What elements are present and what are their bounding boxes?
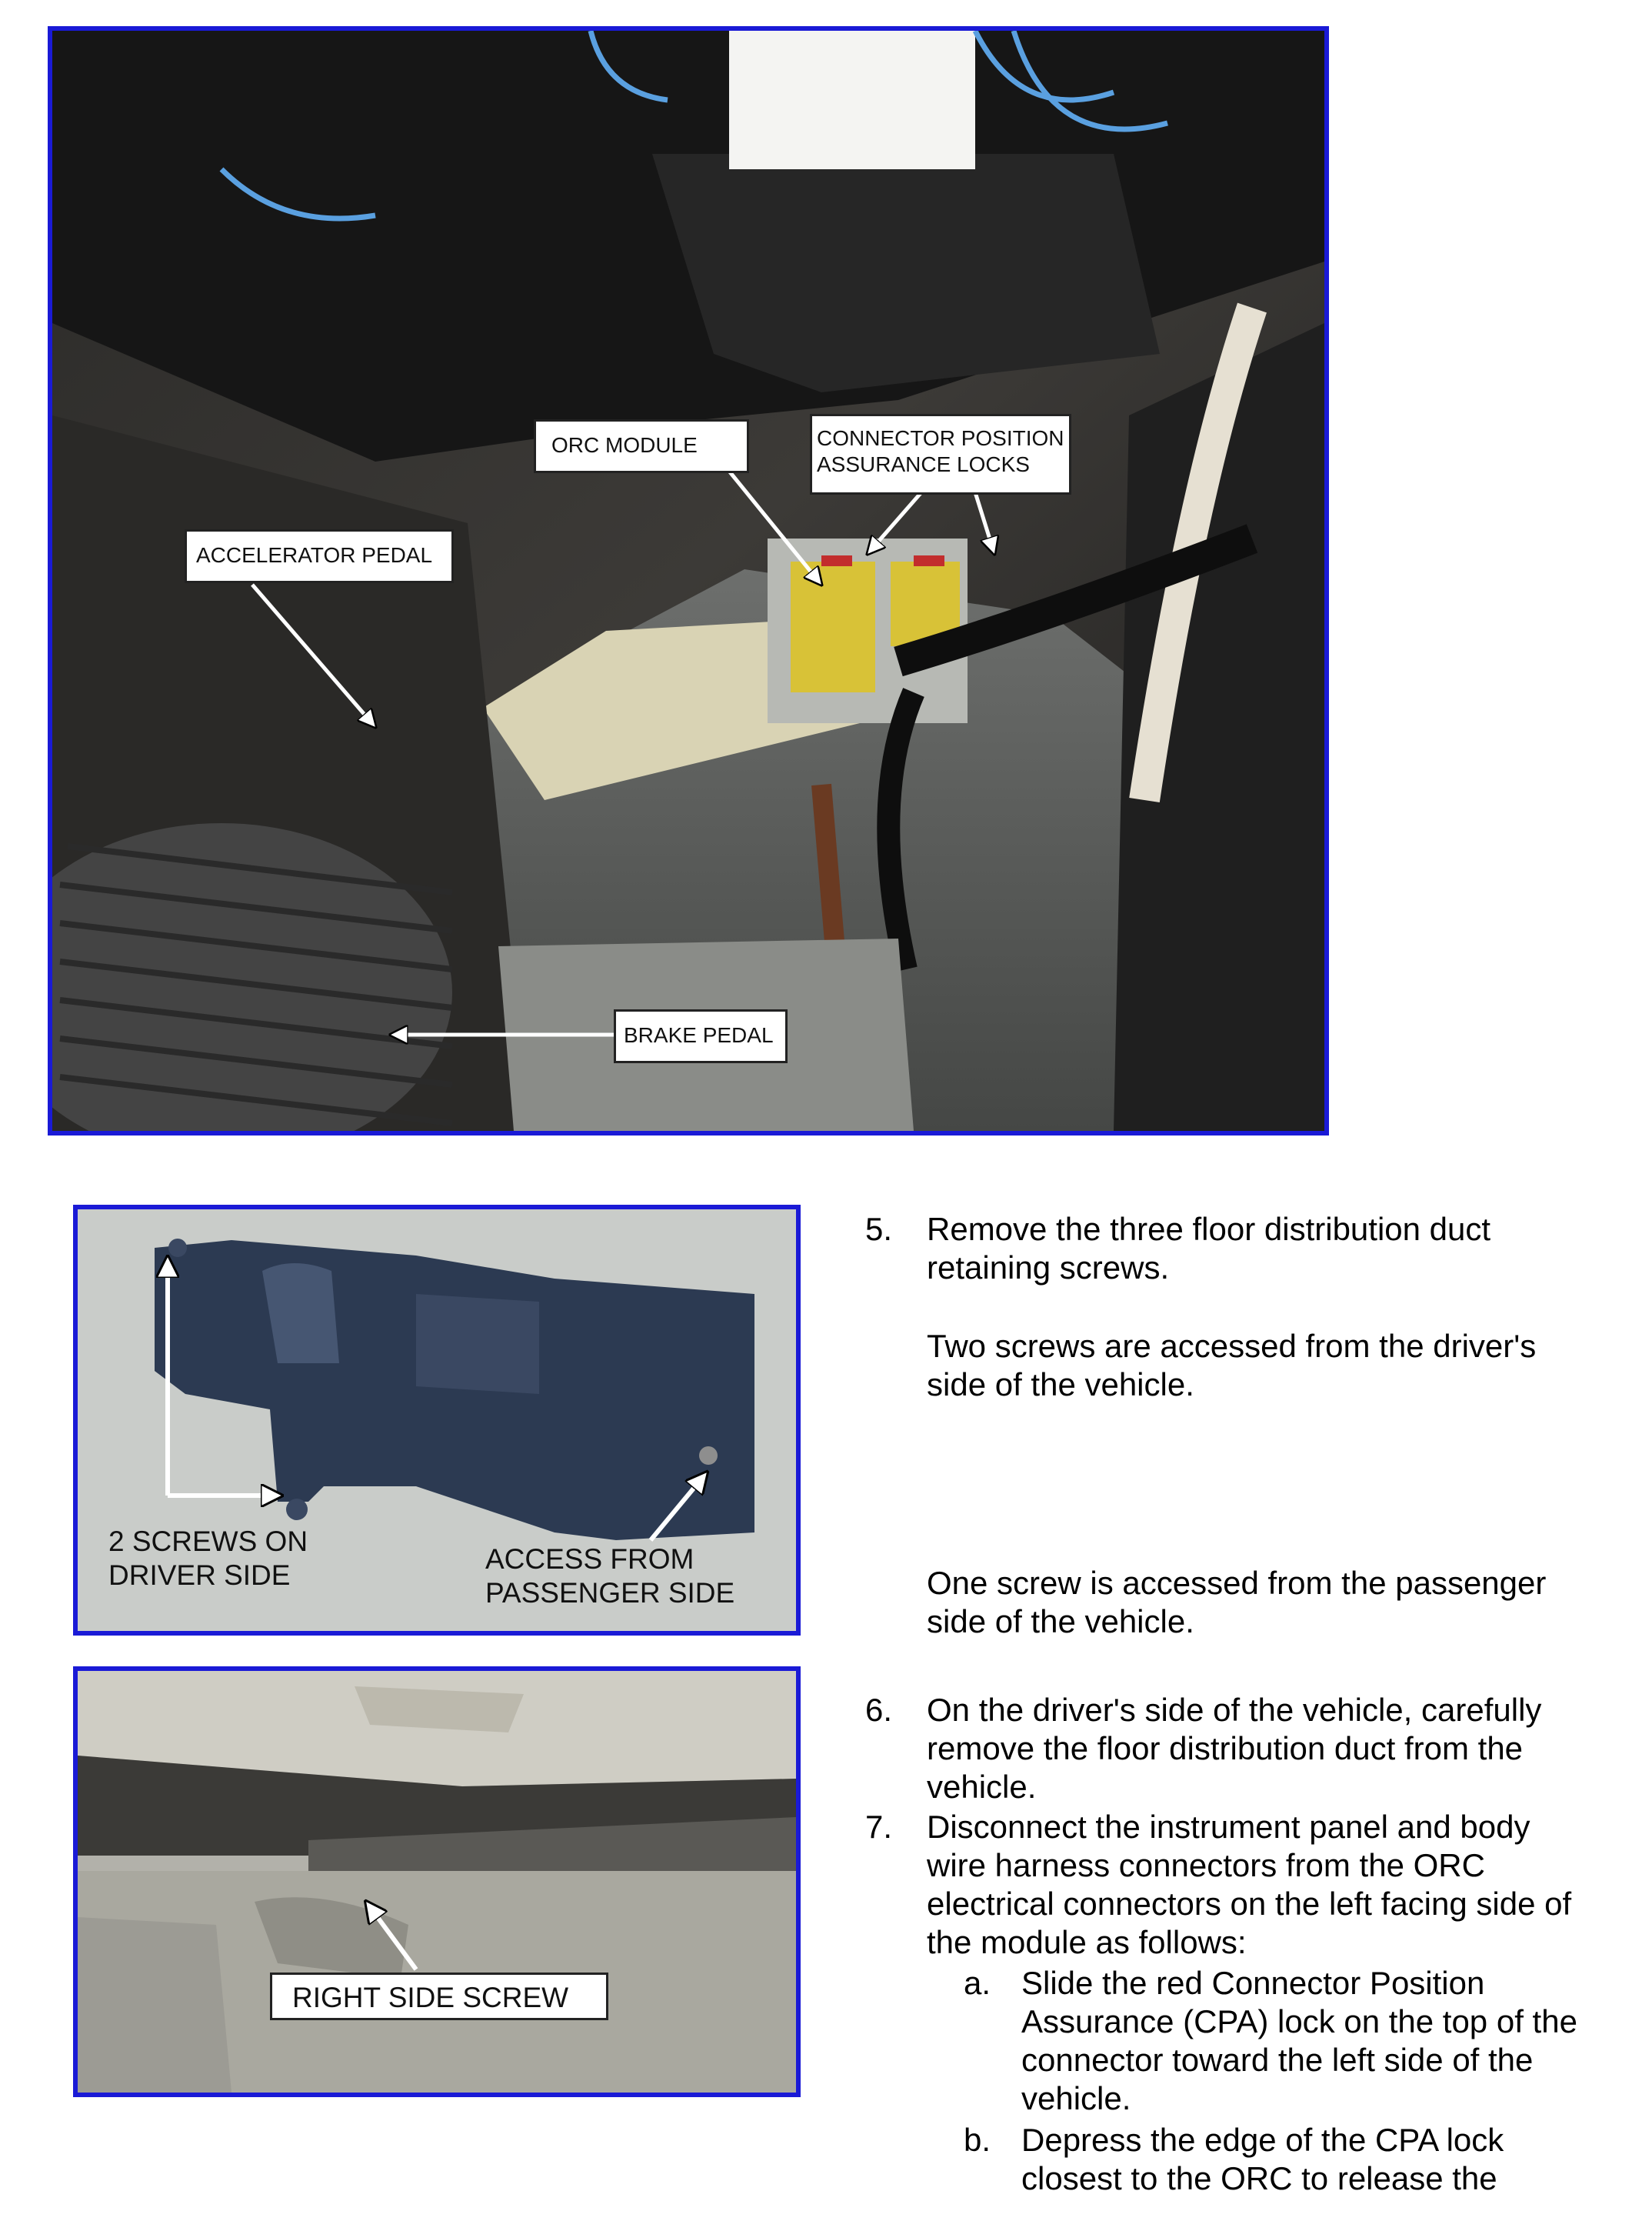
substep-a <box>964 1964 1648 2126</box>
step-6 <box>865 1691 1642 1814</box>
passenger-side-access-label: ACCESS FROM PASSENGER SIDE <box>485 1543 735 1609</box>
step-7-line: electrical connectors on the left facing side of <box>927 1886 1572 1922</box>
step-7-line: the module as follows: <box>927 1924 1247 1960</box>
substep-b-line: Depress the edge of the CPA lock <box>1021 2122 1504 2158</box>
step-7-number: 7. <box>865 1809 893 1845</box>
step-7-line: wire harness connectors from the ORC <box>927 1847 1485 1883</box>
step-6-line: On the driver's side of the vehicle, carefully <box>927 1692 1542 1728</box>
step-5-passenger-line: One screw is accessed from the passenger <box>927 1565 1547 1601</box>
step-6-line: vehicle. <box>927 1769 1037 1805</box>
connector-position-label: CONNECTOR POSITION ASSURANCE LOCKS <box>810 414 1071 495</box>
step-5-driver-line: Two screws are accessed from the driver's <box>927 1328 1537 1364</box>
substep-b-letter: b. <box>964 2122 991 2158</box>
substep-b-line: closest to the ORC to release the <box>1021 2160 1497 2196</box>
step-6-line: remove the floor distribution duct from the <box>927 1730 1524 1766</box>
orc-module-label: ORC MODULE <box>534 419 749 473</box>
step-5-driver-line: side of the vehicle. <box>927 1366 1194 1402</box>
accelerator-pedal-label: ACCELERATOR PEDAL <box>185 529 454 583</box>
step-6-number: 6. <box>865 1692 893 1728</box>
substep-a-line: vehicle. <box>1021 2080 1131 2116</box>
cpa-arrow-right <box>975 492 994 554</box>
cpa-arrow-left <box>868 492 921 554</box>
substep-a-line: Assurance (CPA) lock on the top of the <box>1021 2003 1577 2039</box>
duct-photo <box>73 1205 801 1636</box>
brake-pedal-label: BRAKE PEDAL <box>614 1009 788 1063</box>
step-5-passenger-line: side of the vehicle. <box>927 1603 1194 1639</box>
substep-a-line: Slide the red Connector Position <box>1021 1965 1485 2001</box>
orc-arrow <box>721 462 821 585</box>
substep-a-letter: a. <box>964 1965 991 2001</box>
step-7 <box>865 1808 1646 1969</box>
step-5-line: retaining screws. <box>927 1249 1170 1286</box>
right-side-screw-label: RIGHT SIDE SCREW <box>270 1973 608 2020</box>
step-5-number: 5. <box>865 1211 893 1247</box>
driver-side-screws-label: 2 SCREWS ON DRIVER SIDE <box>108 1526 308 1592</box>
right-side-screw-photo <box>73 1666 801 2097</box>
substep-a-line: connector toward the left side of the <box>1021 2042 1534 2078</box>
step-5 <box>865 1210 1634 1656</box>
accelerator-arrow <box>252 585 375 727</box>
substep-b <box>964 2121 1648 2206</box>
step-7-line: Disconnect the instrument panel and body <box>927 1809 1530 1845</box>
main-photo <box>48 26 1329 1136</box>
step-5-line: Remove the three floor distribution duct <box>927 1211 1491 1247</box>
right-side-screw-arrow <box>78 1671 796 2093</box>
